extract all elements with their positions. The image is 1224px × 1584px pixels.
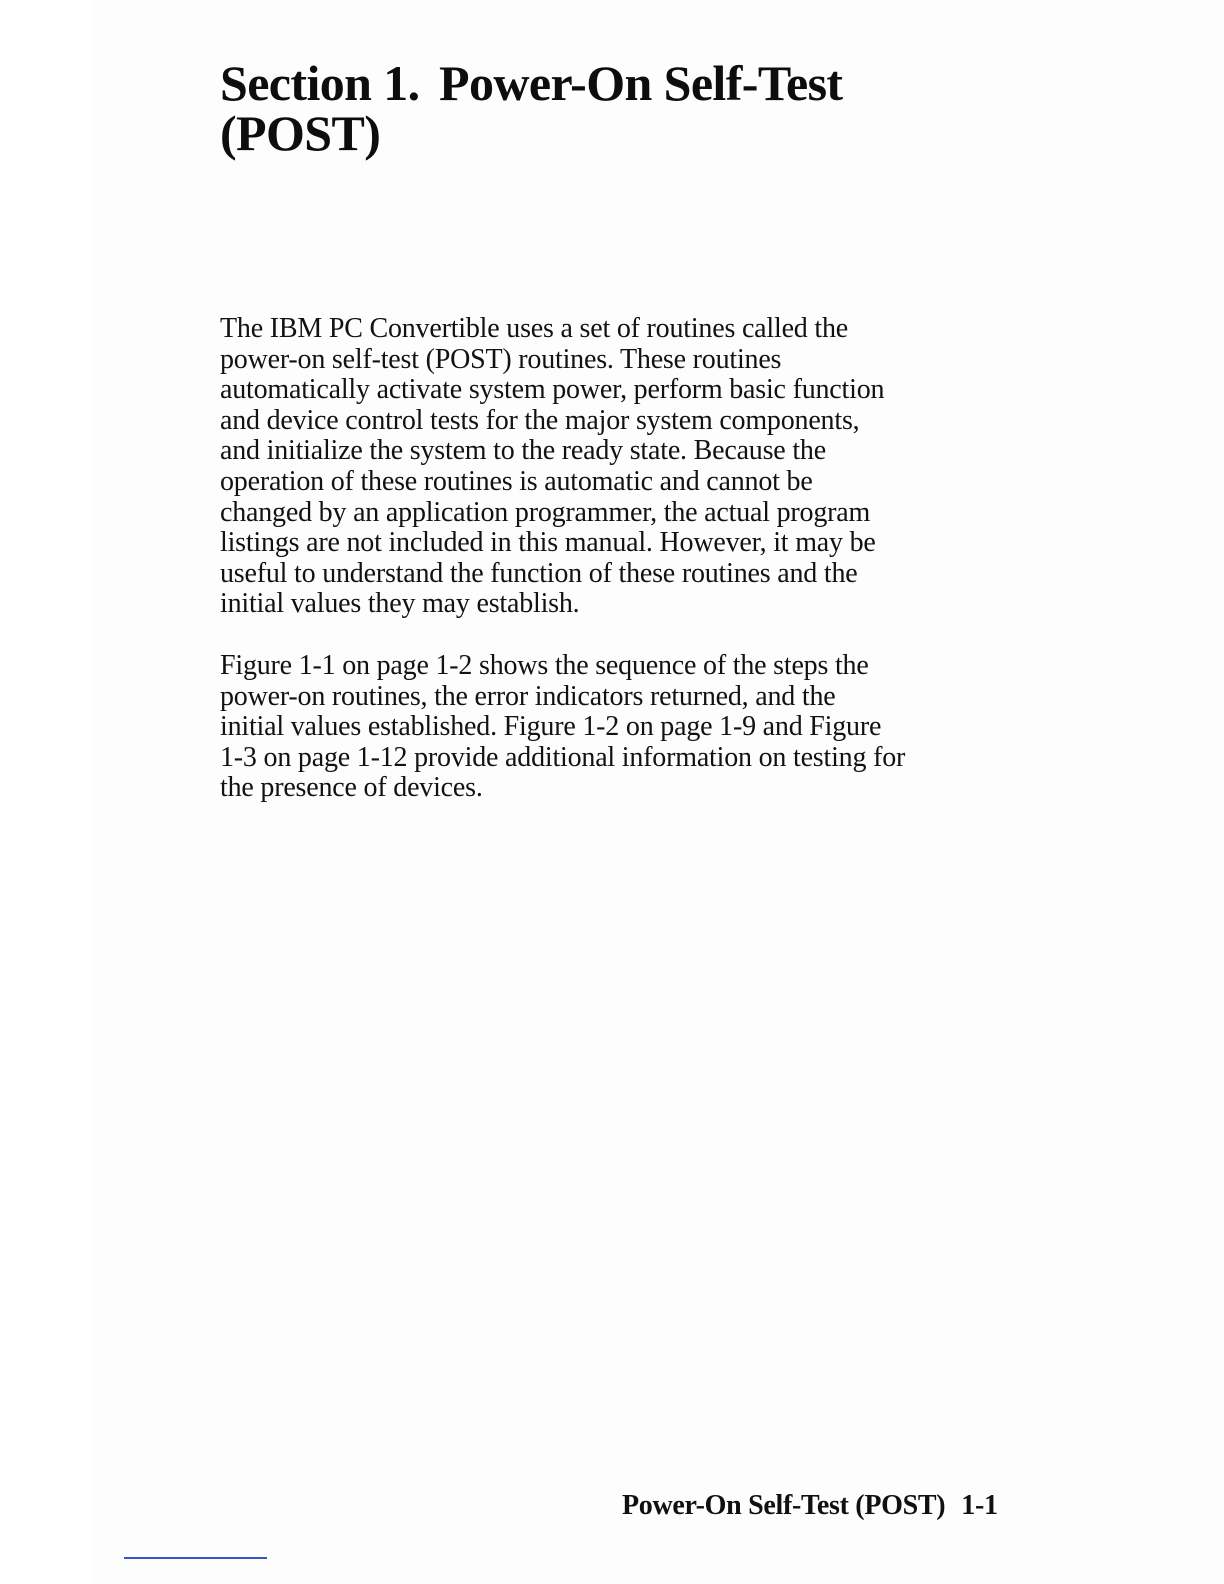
text-line: initial values they may establish. bbox=[220, 588, 580, 620]
text-line: changed by an application programmer, the actual program bbox=[220, 496, 871, 528]
text-line: automatically activate system power, perform basic function bbox=[220, 374, 885, 406]
text-line: power-on self-test (POST) routines. These routines bbox=[220, 343, 782, 375]
running-title: Power-On Self-Test (POST) bbox=[622, 1490, 946, 1521]
text-line: and initialize the system to the ready state. Because the bbox=[220, 435, 826, 467]
text-line: 1-3 on page 1-12 provide additional information on testing for bbox=[220, 741, 906, 773]
text-line: and device control tests for the major system components, bbox=[220, 404, 860, 436]
section-number: Section 1. bbox=[220, 55, 420, 111]
text-line: operation of these routines is automatic and cannot be bbox=[220, 465, 813, 497]
text-line: the presence of devices. bbox=[220, 772, 483, 804]
section-title-part-1: Power-On Self-Test bbox=[439, 55, 843, 111]
heading-line-1 bbox=[220, 55, 1080, 111]
text-line: initial values established. Figure 1-2 on page 1-9 and Figure bbox=[220, 711, 882, 743]
text-line: useful to understand the function of these routines and the bbox=[220, 557, 858, 589]
text-line: listings are not included in this manual. However, it may be bbox=[220, 527, 876, 559]
page-footer bbox=[622, 1490, 998, 1522]
paragraph-figure-references bbox=[220, 651, 1020, 804]
text-line: Figure 1-1 on page 1-2 shows the sequence of the steps the bbox=[220, 650, 869, 681]
paragraph-post-overview bbox=[220, 314, 1020, 620]
text-line: power-on routines, the error indicators returned, and the bbox=[220, 680, 836, 712]
section-title-part-2: (POST) bbox=[220, 105, 381, 161]
section-heading bbox=[220, 55, 1080, 161]
page-number: 1-1 bbox=[961, 1490, 998, 1521]
scan-edge-line bbox=[124, 1557, 267, 1559]
text-line: The IBM PC Convertible uses a set of routines called the bbox=[220, 313, 849, 344]
